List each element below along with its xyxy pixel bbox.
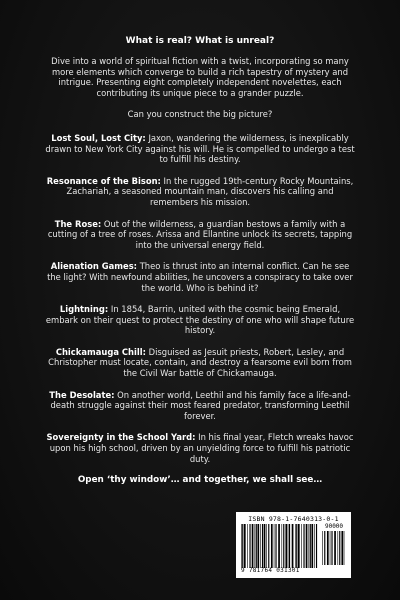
barcode-bar bbox=[262, 524, 263, 568]
novelette-summary: In 1854, Barrin, united with the cosmic being Emerald, embark on their quest to protect the destiny of one who will shape future history. bbox=[45, 304, 355, 336]
novelette-entry bbox=[44, 304, 356, 336]
novelette-summary: On another world, Leethil and his family face a life-and-death struggle against their most feared predator, transforming Leethil forever. bbox=[50, 389, 351, 421]
novelette-summary: Out of the wilderness, a guardian bestows a family with a cutting of a tree of roses. Arissa and Ellantine unlock its secrets, tapping into the universal energy field. bbox=[47, 218, 353, 250]
barcode-bar bbox=[311, 524, 313, 568]
barcode-bar bbox=[288, 524, 289, 568]
barcode-bar bbox=[255, 524, 256, 568]
barcode-bar bbox=[266, 524, 267, 568]
barcode-bar bbox=[324, 531, 325, 565]
novelette-summary: In the rugged 19th-century Rocky Mountains, Zachariah, a seasoned mountain man, discovers his calling and remembers his mission. bbox=[66, 175, 354, 207]
barcode-bar bbox=[330, 531, 331, 565]
barcode-bar bbox=[252, 524, 254, 568]
addon-code: 90000 bbox=[324, 523, 344, 530]
novelette-entry bbox=[44, 390, 356, 422]
novelette-entry bbox=[44, 432, 356, 464]
barcode-bar bbox=[303, 524, 304, 568]
barcode-bar bbox=[285, 524, 287, 568]
barcode-bar bbox=[260, 524, 261, 568]
barcode-bar bbox=[268, 524, 269, 568]
novelette-title: Lightning: bbox=[59, 304, 109, 315]
novelette-summary: Disguised as Jesuit priests, Robert, Lesley, and Christopher must locate, contain, and destroy a fearsome evil born from the Civil War battle of Chickamauga. bbox=[48, 346, 352, 379]
barcode-bar bbox=[278, 524, 280, 568]
barcode-bar bbox=[331, 531, 332, 565]
barcode-bar bbox=[295, 524, 296, 568]
barcode-bar bbox=[314, 524, 315, 568]
novelette-title: Lost Soul, Lost City: bbox=[51, 132, 146, 143]
ean-barcode bbox=[241, 524, 319, 568]
barcode-bar bbox=[289, 524, 290, 568]
barcode-bar bbox=[249, 524, 250, 568]
big-picture-question: Can you construct the big picture? bbox=[127, 109, 273, 120]
barcode-bar bbox=[274, 524, 275, 568]
novelette-entry bbox=[44, 219, 356, 251]
barcode-bar bbox=[339, 531, 340, 565]
barcode-bar bbox=[282, 524, 283, 568]
barcode-bar bbox=[310, 524, 311, 568]
intro-paragraph: Dive into a world of spiritual fiction with a twist, incorporating so many more elements which converge to build a rich tapestry of mystery and intrigue. Presenting eight completely independent novelettes, each contributing its unique piece to a grander puzzle. bbox=[51, 56, 349, 98]
barcode-bar bbox=[306, 524, 308, 568]
barcode-bar bbox=[301, 524, 302, 568]
novelette-entry bbox=[44, 261, 356, 293]
novelette-title: Chickamauga Chill: bbox=[55, 346, 146, 357]
barcode-bar bbox=[322, 531, 323, 565]
barcode-bar bbox=[247, 524, 248, 568]
addon-barcode bbox=[322, 531, 346, 565]
barcode-bar bbox=[264, 524, 266, 568]
barcode-bar bbox=[271, 524, 273, 568]
barcode-bar bbox=[292, 524, 294, 568]
barcode-bar bbox=[242, 524, 243, 568]
barcode-bar bbox=[334, 531, 336, 565]
barcode-bar bbox=[241, 524, 242, 568]
closing-line: Open ‘thy window’… and together, we shall see… bbox=[77, 475, 323, 486]
barcode-bar bbox=[341, 531, 343, 565]
novelette-summary: Jaxon, wandering the wilderness, is inexplicably drawn to New York City against his will. He is compelled to undergo a test to fulfill his destiny. bbox=[45, 132, 355, 165]
novelette-entry bbox=[44, 347, 356, 379]
barcode-bar bbox=[309, 524, 310, 568]
novelette-title: The Rose: bbox=[54, 218, 102, 229]
novelette-title: The Desolate: bbox=[49, 389, 115, 400]
barcode-bar bbox=[275, 524, 276, 568]
barcode-digits: 9 781764 031301 bbox=[241, 567, 300, 574]
novelette-summary: Theo is thrust into an internal conflict. Can he see the light? With newfound abilities, he uncovers a conspiracy to take over the world. Who is behind it? bbox=[47, 261, 353, 293]
novelette-entry bbox=[44, 176, 356, 208]
novelette-title: Resonance of the Bison: bbox=[46, 175, 161, 186]
barcode-bar bbox=[257, 524, 259, 568]
novelette-summary: In his final year, Fletch wreaks havoc upon his high school, driven by an unyielding force to fulfill his patriotic duty. bbox=[49, 432, 354, 464]
barcode-bar bbox=[344, 531, 345, 565]
barcode-bar bbox=[338, 531, 339, 565]
addon-barcode-block bbox=[322, 524, 346, 564]
barcode-bar bbox=[256, 524, 257, 568]
barcode-panel bbox=[236, 512, 351, 578]
novelette-title: Alienation Games: bbox=[50, 261, 138, 272]
novelette-title: Sovereignty in the School Yard: bbox=[46, 432, 196, 443]
barcode-bars-row bbox=[241, 524, 346, 568]
barcode-bar bbox=[316, 524, 317, 568]
novelette-entry bbox=[44, 133, 356, 165]
barcode-bar bbox=[327, 531, 329, 565]
heading: What is real? What is unreal? bbox=[125, 36, 275, 46]
barcode-bar bbox=[296, 524, 297, 568]
barcode-bar bbox=[298, 524, 300, 568]
barcode-bar bbox=[283, 524, 284, 568]
barcode-bar bbox=[244, 524, 246, 568]
isbn-label: ISBN 978-1-7640313-0-1 bbox=[248, 515, 339, 523]
novelette-list bbox=[44, 133, 356, 464]
